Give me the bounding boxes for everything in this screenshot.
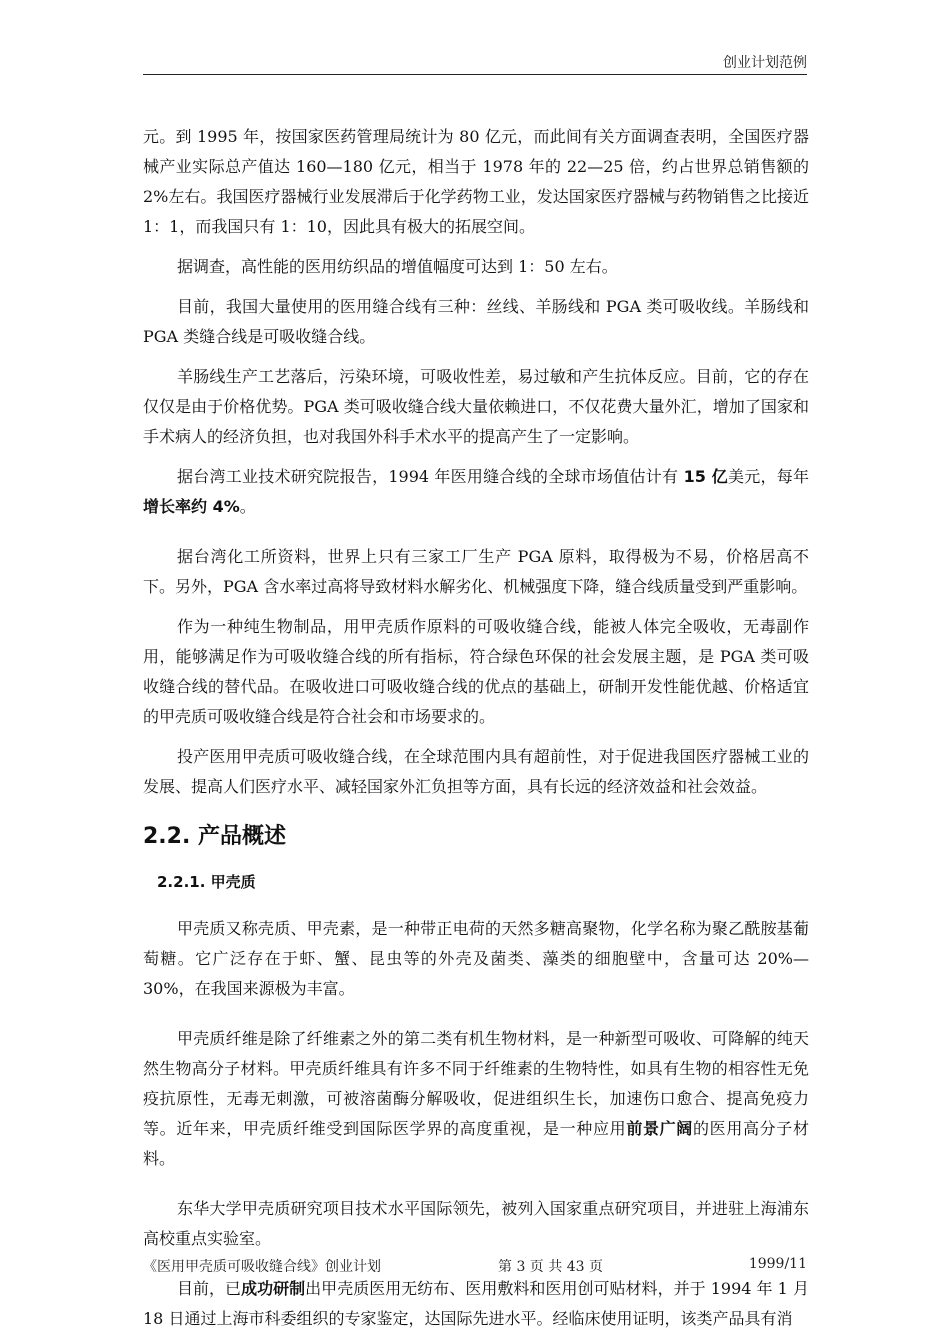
paragraph-10: 甲壳质纤维是除了纤维素之外的第二类有机生物材料，是一种新型可吸收、可降解的纯天然生物高分子材料。甲壳质纤维具有许多不同于纤维素的生物特性，如具有生物的相容性无免疫抗原性，无毒无刺激，可被溶菌酶分解吸收，促进组织生长，加速伤口愈合、提高免疫力等。近年来，甲壳质纤维受到国际医学界的高度重视，是一种应用前景广阔的医用高分子材料。 bbox=[143, 1029, 809, 1168]
paragraph-9: 甲壳质又称壳质、甲壳素，是一种带正电荷的天然多糖高聚物，化学名称为聚乙酰胺基葡萄糖。它广泛存在于虾、蟹、昆虫等的外壳及菌类、藻类的细胞壁中，含量可达 20%—30%，在我国来源极为丰富。 bbox=[143, 919, 809, 998]
paragraph-11: 东华大学甲壳质研究项目技术水平国际领先，被列入国家重点研究项目，并进驻上海浦东高校重点实验室。 bbox=[143, 1199, 809, 1248]
paragraph-4: 羊肠线生产工艺落后，污染环境，可吸收性差，易过敏和产生抗体反应。目前，它的存在仅仅是由于价格优势。PGA 类可吸收缝合线大量依赖进口，不仅花费大量外汇，增加了国家和手术病人的经济负担，也对我国外科手术水平的提高产生了一定影响。 bbox=[143, 367, 809, 446]
paragraph-2: 据调查，高性能的医用纺织品的增值幅度可达到 1：50 左右。 bbox=[177, 257, 618, 276]
page-content bbox=[143, 122, 809, 1334]
paragraph-1: 元。到 1995 年，按国家医药管理局统计为 80 亿元，而此间有关方面调查表明，全国医疗器械产业实际总产值达 160—180 亿元，相当于 1978 年的 22—25 倍，约占世界总销售额的 2%左右。我国医疗器械行业发展滞后于化学药物工业，发达国家医疗器械与药物销售之比接近 1：1，而我国只有 1：10，因此具有极大的拓展空间。 bbox=[143, 127, 809, 236]
footer-page-number: 第 3 页 共 43 页 bbox=[498, 1259, 603, 1275]
paragraph-3: 目前，我国大量使用的医用缝合线有三种：丝线、羊肠线和 PGA 类可吸收线。羊肠线和 PGA 类缝合线是可吸收缝合线。 bbox=[143, 297, 809, 346]
footer-document-title: 《医用甲壳质可吸收缝合线》创业计划 bbox=[143, 1259, 381, 1275]
paragraph-5: 据台湾工业技术研究院报告，1994 年医用缝合线的全球市场值估计有 15 亿美元，每年增长率约 4%。 bbox=[143, 467, 809, 516]
paragraph-7: 作为一种纯生物制品，用甲壳质作原料的可吸收缝合线，能被人体完全吸收，无毒副作用，能够满足作为可吸收缝合线的所有指标，符合绿色环保的社会发展主题，是 PGA 类可吸收缝合线的替代品。在吸收进口可吸收缝合线的优点的基础上，研制开发性能优越、价格适宜的甲壳质可吸收缝合线是符合社会和市场要求的。 bbox=[143, 617, 809, 726]
paragraph-12: 目前，已成功研制出甲壳质医用无纺布、医用敷料和医用创可贴材料，并于 1994 年 1 月 18 日通过上海市科委组织的专家鉴定，达国际先进水平。经临床使用证明，该类产品具有消 bbox=[143, 1279, 809, 1328]
footer-date: 1999/11 bbox=[748, 1256, 807, 1272]
section-heading: 2.2. 产品概述 bbox=[143, 824, 286, 849]
paragraph-6: 据台湾化工所资料，世界上只有三家工厂生产 PGA 原料，取得极为不易，价格居高不下。另外，PGA 含水率过高将导致材料水解劣化、机械强度下降，缝合线质量受到严重影响。 bbox=[143, 547, 809, 596]
paragraph-8: 投产医用甲壳质可吸收缝合线，在全球范围内具有超前性，对于促进我国医疗器械工业的发展、提高人们医疗水平、减轻国家外汇负担等方面，具有长远的经济效益和社会效益。 bbox=[143, 747, 809, 796]
header-title: 创业计划范例 bbox=[723, 55, 807, 71]
subsection-heading: 2.2.1. 甲壳质 bbox=[157, 873, 256, 891]
page-header bbox=[143, 52, 807, 75]
